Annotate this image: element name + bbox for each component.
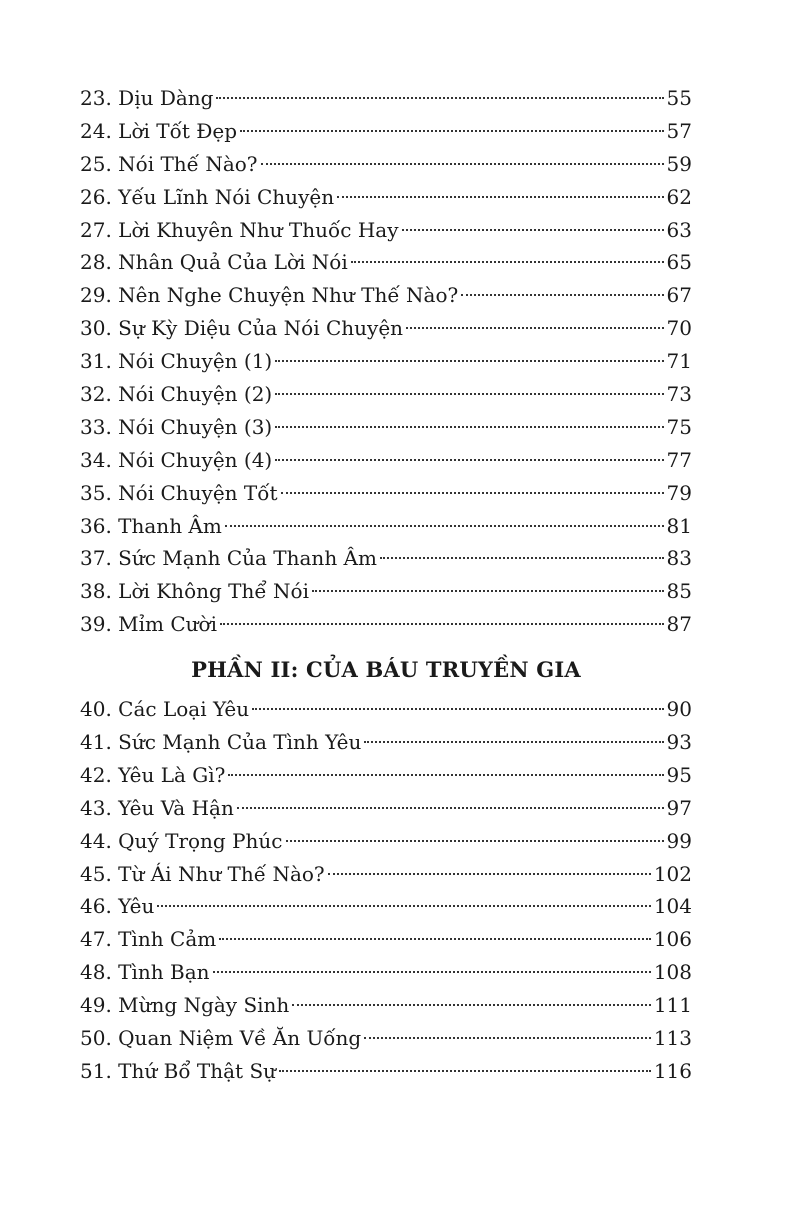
toc-entry [80,477,692,510]
toc-entry [80,312,692,345]
toc-entry-title: 33. Nói Chuyện (3) [80,414,273,439]
toc-entry-title: 24. Lời Tốt Đẹp [80,118,237,143]
toc-entry-page-number: 85 [666,579,692,604]
toc-entry-title: 43. Yêu Và Hận [80,795,234,820]
dot-leader [406,327,664,329]
dot-leader [252,708,663,710]
toc-entry [80,279,692,312]
table-of-contents [80,82,692,1088]
toc-entry-page-number: 95 [666,762,692,787]
dot-leader [225,525,664,527]
toc-entry [80,148,692,181]
toc-entry-page-number: 90 [666,697,692,722]
toc-entry-title: 30. Sự Kỳ Diệu Của Nói Chuyện [80,316,404,341]
toc-entry-page-number: 111 [653,993,692,1018]
dot-leader [281,492,664,494]
toc-entry-title: 49. Mừng Ngày Sinh [80,993,290,1018]
toc-entry-page-number: 75 [666,414,692,439]
toc-entry-title: 26. Yếu Lĩnh Nói Chuyện [80,184,335,209]
toc-entry-title: 29. Nên Nghe Chuyện Như Thế Nào? [80,283,459,308]
toc-entry-page-number: 59 [666,151,692,176]
toc-entry [80,575,692,608]
dot-leader [240,130,664,132]
dot-leader [364,741,663,743]
toc-entry-page-number: 67 [666,283,692,308]
toc-entry-page-number: 99 [666,828,692,853]
toc-entry-page-number: 57 [666,118,692,143]
toc-entry-title: 39. Mỉm Cười [80,612,217,637]
toc-entry-title: 46. Yêu [80,894,155,919]
toc-entry [80,214,692,247]
dot-leader [275,426,663,428]
toc-part-2-list [80,693,692,1088]
dot-leader [312,590,664,592]
toc-entry [80,693,692,726]
toc-entry-title: 23. Dịu Dàng [80,86,214,110]
section-heading: PHẦN II: CỦA BÁU TRUYỀN GIA [191,657,581,683]
dot-leader [157,905,650,907]
toc-entry [80,542,692,575]
toc-entry-page-number: 106 [653,927,692,952]
toc-entry [80,956,692,989]
toc-entry [80,510,692,543]
dot-leader [337,196,663,198]
toc-entry-title: 35. Nói Chuyện Tốt [80,480,278,505]
dot-leader [402,229,664,231]
dot-leader [275,360,663,362]
toc-entry [80,726,692,759]
toc-entry-title: 48. Tình Bạn [80,960,210,985]
toc-entry-page-number: 104 [653,894,692,919]
toc-entry-title: 25. Nói Thế Nào? [80,151,258,176]
toc-entry-page-number: 83 [666,546,692,571]
toc-entry [80,444,692,477]
toc-entry-title: 50. Quan Niệm Về Ăn Uống [80,1026,362,1051]
dot-leader [461,294,663,296]
toc-entry-title: 47. Tình Cảm [80,927,217,952]
toc-entry-page-number: 113 [653,1026,692,1051]
toc-entry-title: 51. Thứ Bổ Thật Sự [80,1058,277,1083]
toc-entry [80,825,692,858]
toc-entry-title: 31. Nói Chuyện (1) [80,349,273,374]
toc-entry-title: 32. Nói Chuyện (2) [80,382,273,407]
toc-entry [80,345,692,378]
toc-entry [80,608,692,641]
toc-entry-page-number: 62 [666,184,692,209]
toc-entry [80,1055,692,1088]
toc-entry-page-number: 73 [666,382,692,407]
toc-entry-title: 28. Nhân Quả Của Lời Nói [80,250,348,275]
toc-entry-title: 37. Sức Mạnh Của Thanh Âm [80,546,377,571]
toc-entry [80,115,692,148]
toc-entry-page-number: 93 [666,730,692,755]
toc-part-1-list [80,82,692,641]
dot-leader [275,393,663,395]
dot-leader [328,873,651,875]
toc-entry-page-number: 87 [666,612,692,637]
dot-leader [261,163,664,165]
toc-entry [80,411,692,444]
toc-entry-title: 27. Lời Khuyên Như Thuốc Hay [80,217,399,242]
toc-entry-page-number: 77 [666,447,692,472]
toc-entry-page-number: 108 [653,960,692,985]
toc-entry [80,792,692,825]
toc-entry-page-number: 81 [666,513,692,538]
toc-entry-title: 44. Quý Trọng Phúc [80,828,283,853]
toc-entry-title: 36. Thanh Âm [80,513,222,538]
toc-entry-page-number: 71 [666,349,692,374]
toc-entry-title: 40. Các Loại Yêu [80,697,250,722]
toc-entry-title: 34. Nói Chuyện (4) [80,447,273,472]
toc-entry [80,378,692,411]
toc-entry-page-number: 55 [666,86,692,110]
dot-leader [219,938,651,940]
dot-leader [275,459,663,461]
toc-entry-page-number: 63 [666,217,692,242]
toc-entry-page-number: 65 [666,250,692,275]
toc-entry [80,858,692,891]
toc-entry-title: 45. Từ Ái Như Thế Nào? [80,861,325,886]
toc-entry [80,989,692,1022]
dot-leader [220,623,664,625]
toc-entry-page-number: 79 [666,480,692,505]
toc-entry [80,181,692,214]
toc-entry-title: 41. Sức Mạnh Của Tình Yêu [80,730,362,755]
toc-entry [80,82,692,115]
toc-entry [80,1022,692,1055]
dot-leader [216,97,663,99]
dot-leader [237,807,664,809]
dot-leader [380,557,664,559]
toc-entry [80,759,692,792]
toc-entry-page-number: 116 [653,1058,692,1083]
dot-leader [292,1004,651,1006]
toc-entry-page-number: 102 [653,861,692,886]
dot-leader [286,840,664,842]
dot-leader [351,261,664,263]
dot-leader [364,1037,651,1039]
toc-entry-page-number: 97 [666,795,692,820]
dot-leader [228,774,663,776]
toc-entry [80,890,692,923]
toc-entry [80,246,692,279]
toc-entry-title: 38. Lời Không Thể Nói [80,579,309,604]
dot-leader [279,1070,651,1072]
toc-entry [80,923,692,956]
dot-leader [213,971,651,973]
toc-entry-title: 42. Yêu Là Gì? [80,762,226,787]
toc-entry-page-number: 70 [666,316,692,341]
